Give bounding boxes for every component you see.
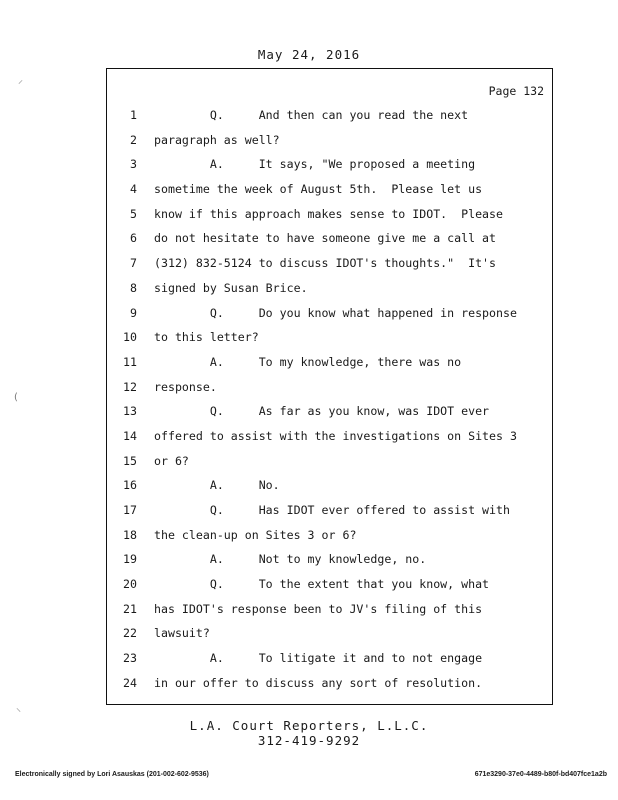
transcript-line <box>107 646 552 671</box>
line-text: A. To litigate it and to not engage <box>154 651 483 666</box>
transcript-line <box>107 301 552 326</box>
line-number: 22 <box>123 626 137 641</box>
line-text: to this letter? <box>154 330 259 345</box>
line-text: (312) 832-5124 to discuss IDOT's thoughts." It's <box>154 256 497 271</box>
line-text: A. Not to my knowledge, no. <box>154 552 427 567</box>
line-text: signed by Susan Brice. <box>154 280 308 295</box>
line-number: 14 <box>123 428 137 443</box>
line-text: A. It says, "We proposed a meeting <box>154 157 476 172</box>
line-text: in our offer to discuss any sort of resolution. <box>154 675 483 690</box>
transcript-page <box>106 68 553 705</box>
line-number: 12 <box>123 379 137 394</box>
footer-company: L.A. Court Reporters, L.L.C. <box>189 718 429 733</box>
line-text: know if this approach makes sense to IDOT. Please <box>154 206 504 221</box>
line-text: A. No. <box>154 478 280 493</box>
line-number: 15 <box>123 453 137 468</box>
line-number: 7 <box>130 256 137 271</box>
line-number: 19 <box>123 552 137 567</box>
scan-mark: ⸝ <box>18 75 23 86</box>
line-number: 10 <box>123 330 137 345</box>
line-text: or 6? <box>154 453 189 468</box>
line-text: do not hesitate to have someone give me a call at <box>154 231 497 246</box>
line-text: Q. Has IDOT ever offered to assist with <box>154 503 510 517</box>
transcript-line <box>107 621 552 646</box>
transcript-line <box>107 473 552 498</box>
line-number: 4 <box>130 182 137 197</box>
transcript-line <box>107 424 552 449</box>
transcript-line <box>107 523 552 548</box>
transcript-line <box>107 498 552 523</box>
line-number: 1 <box>130 108 137 122</box>
transcript-line <box>107 375 552 400</box>
line-text: Q. To the extent that you know, what <box>154 577 490 592</box>
footer-phone: 312-419-9292 <box>257 733 361 748</box>
line-number: 5 <box>130 206 137 221</box>
document-id: 671e3290-37e0-4489-b80f-bd407fce1a2b <box>474 771 607 778</box>
transcript-line <box>107 103 552 128</box>
line-text: paragraph as well? <box>154 132 280 147</box>
line-number: 11 <box>123 354 137 369</box>
transcript-line <box>107 202 552 227</box>
transcript-line <box>107 671 552 696</box>
electronic-signature-text: Electronically signed by Lori Asauskas (201-002-602-9536) <box>15 771 209 778</box>
scan-mark: ( <box>14 392 18 403</box>
line-text: has IDOT's response been to JV's filing of this <box>154 601 483 616</box>
line-text: sometime the week of August 5th. Please let us <box>154 182 483 197</box>
line-text: Q. Do you know what happened in response <box>154 305 517 320</box>
scan-mark: ⸜ <box>16 703 21 714</box>
line-number: 17 <box>123 503 137 517</box>
transcript-line <box>107 399 552 424</box>
line-number: 8 <box>130 280 137 295</box>
transcript-line <box>107 572 552 597</box>
line-number: 13 <box>123 404 137 419</box>
line-text: lawsuit? <box>154 626 210 641</box>
line-number: 3 <box>130 157 137 172</box>
transcript-line <box>107 177 552 202</box>
line-text: Q. As far as you know, was IDOT ever <box>154 404 490 419</box>
line-text: offered to assist with the investigations on Sites 3 <box>154 428 517 443</box>
transcript-line <box>107 226 552 251</box>
transcript-line <box>107 325 552 350</box>
transcript-line <box>107 350 552 375</box>
line-number: 24 <box>123 675 137 690</box>
line-text: the clean-up on Sites 3 or 6? <box>154 527 357 542</box>
line-number: 16 <box>123 478 137 493</box>
header-date: May 24, 2016 <box>257 47 361 62</box>
transcript-lines <box>107 103 552 696</box>
page-number: Page 132 <box>488 84 544 98</box>
transcript-line <box>107 547 552 572</box>
line-number: 9 <box>130 305 137 320</box>
transcript-line <box>107 449 552 474</box>
line-text: A. To my knowledge, there was no <box>154 354 462 369</box>
line-text: response. <box>154 379 217 394</box>
transcript-line <box>107 152 552 177</box>
line-text: Q. And then can you read the next <box>154 108 469 122</box>
transcript-line <box>107 276 552 301</box>
line-number: 2 <box>130 132 137 147</box>
transcript-line <box>107 251 552 276</box>
transcript-line <box>107 597 552 622</box>
line-number: 6 <box>130 231 137 246</box>
line-number: 21 <box>123 601 137 616</box>
transcript-line <box>107 128 552 153</box>
line-number: 18 <box>123 527 137 542</box>
line-number: 23 <box>123 651 137 666</box>
line-number: 20 <box>123 577 137 592</box>
